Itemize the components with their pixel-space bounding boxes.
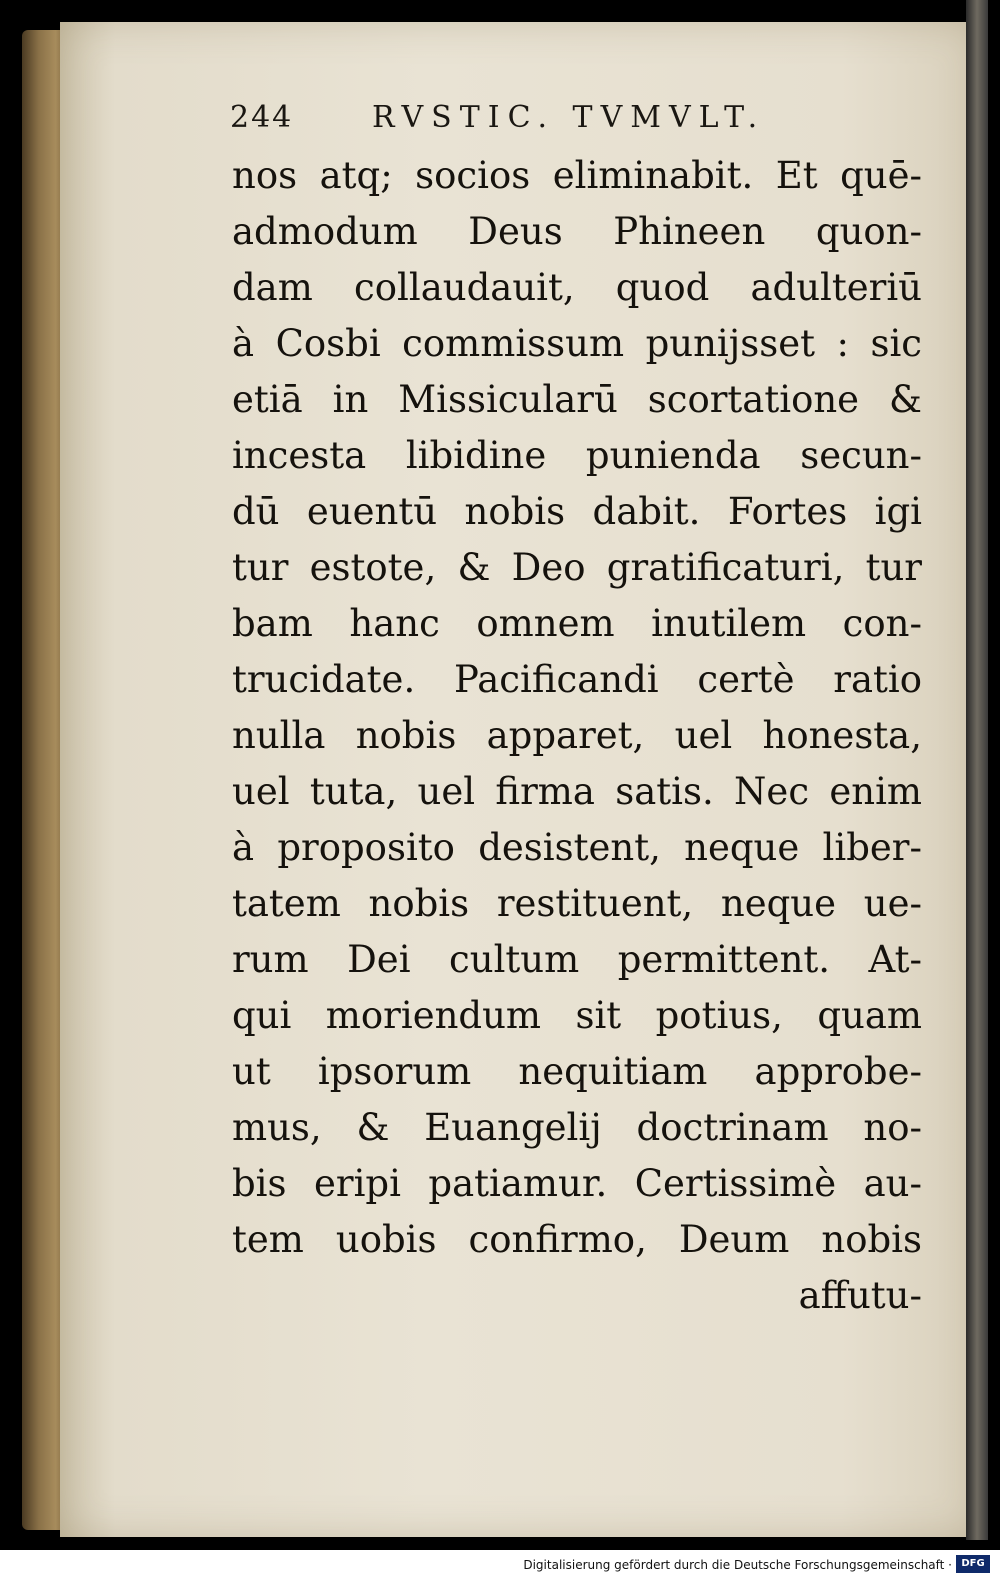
- text-line: tatem nobis restituent, neque ue-: [232, 882, 922, 925]
- text-line: tem uobis confirmo, Deum nobis: [232, 1218, 922, 1261]
- text-line: à Cosbi commissum punijsset : sic: [232, 322, 922, 365]
- text-line: incesta libidine punienda secun-: [232, 434, 922, 477]
- text-line: admodum Deus Phineen quon-: [232, 210, 922, 253]
- text-line: dū euentū nobis dabit. Fortes igi: [232, 490, 922, 533]
- text-line: trucidate. Pacificandi certè ratio: [232, 658, 922, 701]
- text-line: ut ipsorum nequitiam approbe-: [232, 1050, 922, 1093]
- page-right-edge: [966, 0, 988, 1540]
- text-line: tur estote, & Deo gratificaturi, tur: [232, 546, 922, 589]
- text-line: qui moriendum sit potius, quam: [232, 994, 922, 1037]
- digitization-credit: Digitalisierung gefördert durch die Deutsche Forschungsgemeinschaft ·: [523, 1558, 952, 1572]
- running-title: RVSTIC. TVMVLT.: [372, 100, 766, 135]
- text-line: à proposito desistent, neque liber-: [232, 826, 922, 869]
- text-line: bis eripi patiamur. Certissimè au-: [232, 1162, 922, 1205]
- text-line: mus, & Euangelij doctrinam no-: [232, 1106, 922, 1149]
- running-head: [230, 100, 850, 144]
- text-line: uel tuta, uel firma satis. Nec enim: [232, 770, 922, 813]
- text-line: etiā in Missicularū scortatione &: [232, 378, 922, 421]
- text-line: bam hanc omnem inutilem con-: [232, 602, 922, 645]
- catchword: affutu-: [798, 1274, 922, 1317]
- text-line: nulla nobis apparet, uel honesta,: [232, 714, 922, 757]
- page-number: 244: [230, 100, 294, 135]
- text-line: rum Dei cultum permittent. At-: [232, 938, 922, 981]
- body-text: [232, 148, 922, 1324]
- text-line: dam collaudauit, quod adulteriū: [232, 266, 922, 309]
- text-line: nos atq; socios eliminabit. Et quē-: [232, 154, 922, 197]
- dfg-logo: DFG: [956, 1555, 990, 1573]
